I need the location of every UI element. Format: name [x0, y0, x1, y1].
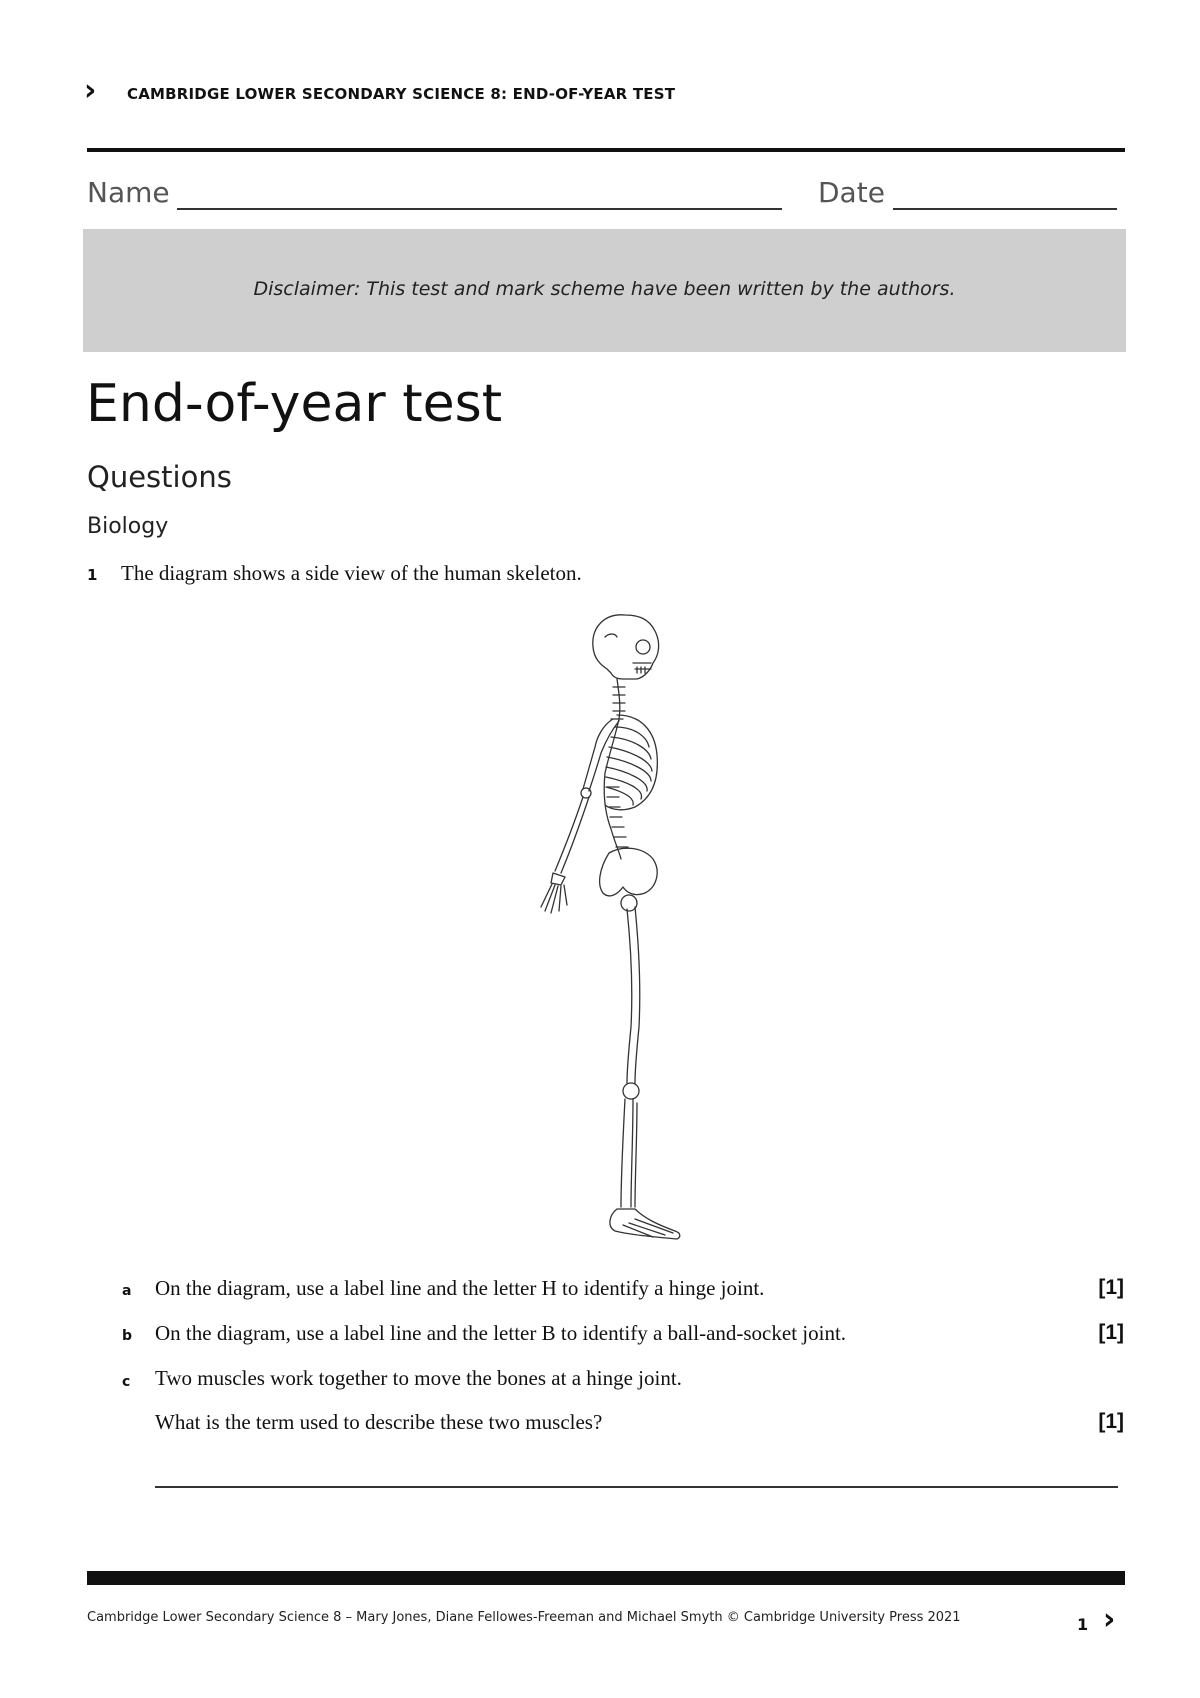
part-c-marks: [1] — [1098, 1410, 1124, 1433]
questions-heading: Questions — [87, 460, 232, 494]
page-number: 1 — [1077, 1615, 1089, 1634]
pelvis-icon — [600, 848, 658, 911]
header-title: CAMBRIDGE LOWER SECONDARY SCIENCE 8: END-OF-YEAR TEST — [127, 85, 676, 103]
name-field[interactable] — [177, 208, 782, 210]
section-heading: Biology — [87, 514, 169, 539]
footer-credit: Cambridge Lower Secondary Science 8 – Mary Jones, Diane Fellowes-Freeman and Michael Smyth © Cambridge University Press 2021 — [87, 1610, 961, 1625]
question-number: 1 — [87, 566, 98, 584]
page-title: End-of-year test — [86, 374, 503, 434]
part-b-marks: [1] — [1098, 1321, 1124, 1344]
part-a-marks: [1] — [1098, 1276, 1124, 1299]
next-page-chevron-icon[interactable]: › — [1103, 1602, 1116, 1637]
skull-icon — [593, 615, 659, 679]
part-a-letter: a — [122, 1283, 132, 1299]
part-c-text: Two muscles work together to move the bones at a hinge joint. — [155, 1366, 682, 1390]
date-label: Date — [818, 176, 885, 209]
part-b-letter: b — [122, 1328, 133, 1344]
footer-rule — [87, 1571, 1125, 1585]
part-c-question: What is the term used to describe these two muscles? — [155, 1410, 603, 1434]
disclaimer-text: Disclaimer: This test and mark scheme have been written by the authors. — [253, 278, 956, 300]
part-b-text: On the diagram, use a label line and the letter B to identify a ball-and-socket joint. — [155, 1321, 847, 1345]
name-label: Name — [87, 176, 170, 209]
question-text: The diagram shows a side view of the human skeleton. — [121, 561, 582, 585]
disclaimer-box — [83, 229, 1126, 352]
header-rule — [87, 148, 1125, 152]
foot-icon — [610, 1209, 680, 1239]
date-field[interactable] — [893, 208, 1117, 210]
part-c-letter: c — [122, 1374, 131, 1390]
leg-icon — [621, 907, 640, 1207]
chevron-right-icon: › — [84, 73, 97, 108]
part-a-text: On the diagram, use a label line and the letter H to identify a hinge joint. — [155, 1276, 765, 1300]
answer-line[interactable] — [155, 1486, 1118, 1488]
skeleton-diagram — [505, 607, 705, 1249]
